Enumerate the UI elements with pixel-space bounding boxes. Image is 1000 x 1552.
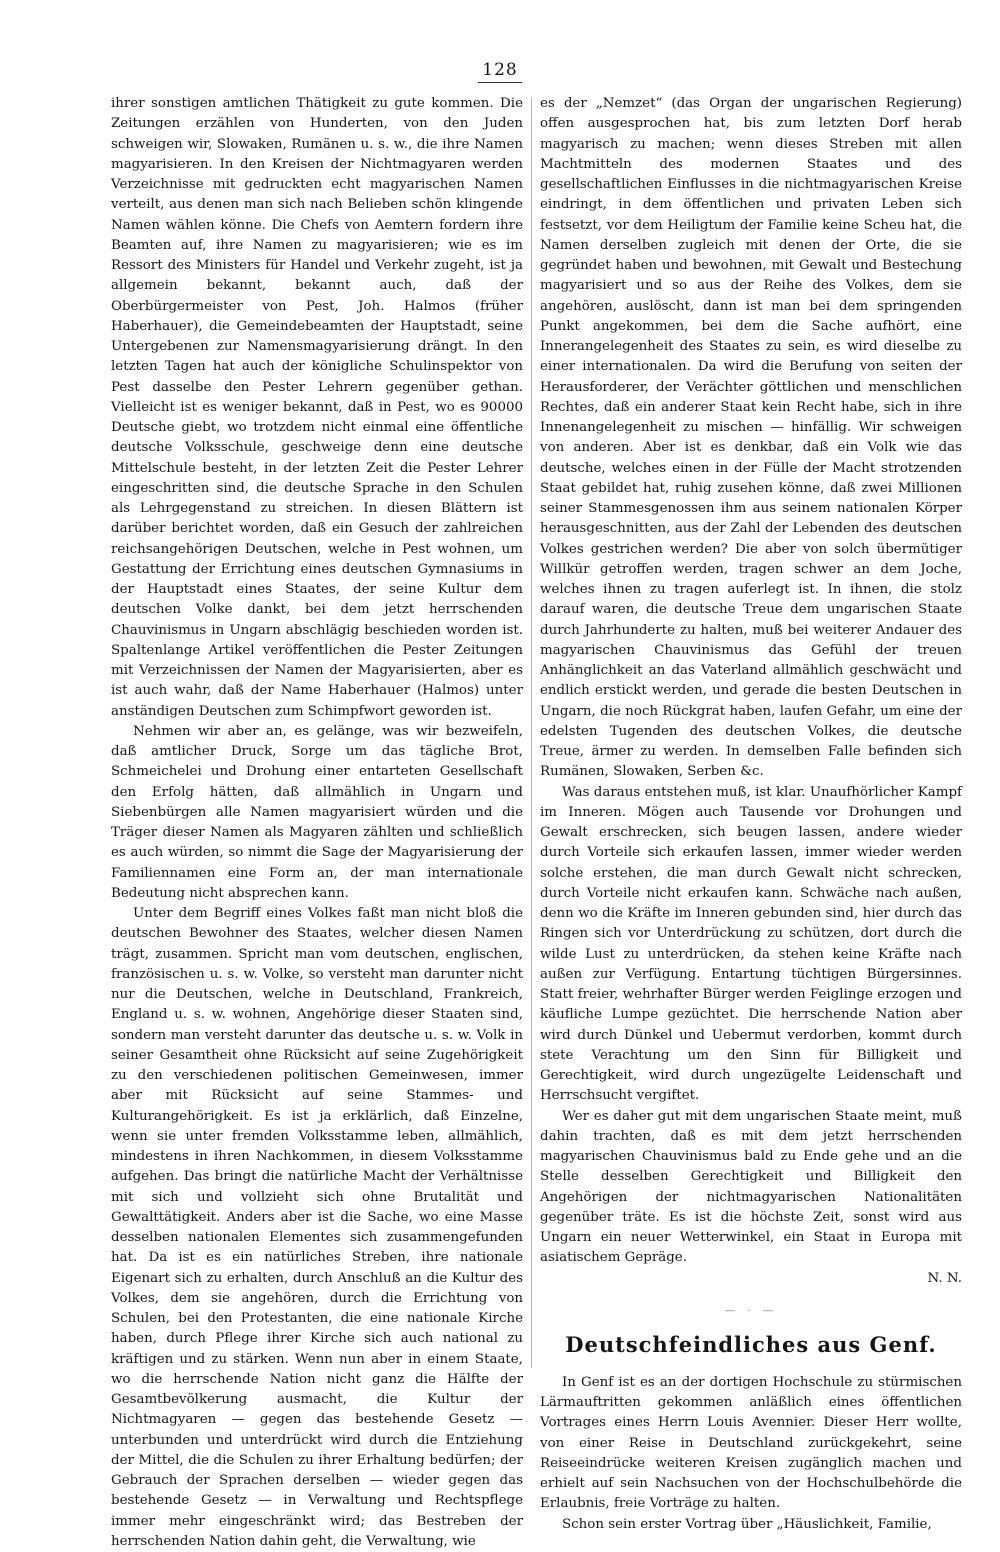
article2-paragraph-2: Schon sein erster Vortrag über „Häuslichkeit, Familie, (562, 1516, 932, 1532)
column-divider (531, 98, 532, 1368)
article-heading: Deutschfeindliches aus Genf. (565, 1331, 937, 1357)
page-number-text: 128 (482, 60, 518, 80)
left-paragraph-1: ihrer sonstigen amtlichen Thätigkeit zu gute kommen. Die Zeitungen erzählen von Hunderten, von den Juden schweigen wir, Slowaken, Rumänen u. s. w., die ihre Namen magyarisieren. In den Kreisen der Nichtmagyaren werden Verzeichnisse mit gedruckten echt magyarischen Namen verteilt, aus denen man sich nach Belieben schön klingende Namen wählen könne. Die Chefs von Aemtern fordern ihre Beamten auf, ihre Namen zu magyarisieren; wie es im Ressort des Ministers für Handel und Verkehr zugeht, ist ja allgemein bekannt, bekannt auch, daß der Oberbürgermeister von Pest, Joh. Halmos (früher Haberhauer), die Gemeindebeamten der Hauptstadt, seine Untergebenen zur Namensmagyarisierung drängt. In den letzten Tagen hat auch der königliche Schulinspektor von Pest dasselbe den Pester Lehrern gegenüber gethan. Vielleicht ist es weniger bekannt, daß in Pest, wo es 90000 Deutsche giebt, wo trotzdem nicht einmal eine öffentliche deutsche Volksschule, geschweige denn eine deutsche Mittelschule besteht, in der letzten Zeit die Pester Lehrer eingeschritten sind, die deutsche Sprache in den Schulen als Lehrgegenstand zu streichen. In diesen Blättern ist darüber berichtet worden, daß ein Gesuch der zahlreichen reichsangehörigen Deutschen, welche in Pest wohnen, um Gestattung der Errichtung eines deutschen Gymnasiums in der Hauptstadt eines Staates, der seine Kultur dem deutschen Volke dankt, bei dem jetzt herrschenden Chauvinismus in Ungarn abschlägig beschieden worden ist. Spaltenlange Artikel veröffentlichen die Pester Zeitungen mit Verzeichnissen der Namen der Magyarisierten, aber es ist auch wahr, daß der Name Haberhauer (Halmos) unter anständigen Deutschen zum Schimpfwort geworden ist. (111, 96, 523, 719)
right-paragraph-3: Wer es daher gut mit dem ungarischen Staate meint, muß dahin trachten, daß es mit dem jetzt herrschenden magyarischen Chauvinismus bald zu Ende gehe und an die Stelle desselben Gerechtigkeit und Billigkeit den Angehörigen der nichtmagyarischen Nationalitäten gegenüber träte. Es ist die höchste Zeit, sonst wird aus Ungarn ein neuer Wetterwinkel, ein Staat in Europa mit asiatischem Gepräge. (540, 1108, 962, 1266)
right-paragraph-1: es der „Nemzet“ (das Organ der ungarischen Regierung) offen ausgesprochen hat, bis zum letzten Dorf herab magyarisch zu machen; wenn dieses Streben mit allen Machtmitteln des modernen Staates und des gesellschaftlichen Einflusses in die nichtmagyarischen Kreise eindringt, in dem öffentlichen und privaten Leben sich festsetzt, vor dem Heiligtum der Familie keine Scheu hat, die Namen derselben zugleich mit denen der Orte, die sie gegründet haben und bewohnen, mit Gewalt und Bestechung magyarisiert und so aus der Reihe des Volkes, dem sie angehören, auslöscht, dann ist man bei dem springenden Punkt angekommen, bei dem die Sache aufhört, eine Innerangelegenheit des Staates zu sein, es wird dieselbe zu einer internationalen. Da wird die Berufung von seiten der Herausforderer, der Verächter göttlichen und menschlichen Rechtes, daß ein anderer Staat kein Recht habe, sich in ihre Innenangelegenheit zu mischen — hinfällig. Wir schweigen von anderen. Aber ist es denkbar, daß ein Volk wie das deutsche, welches einen in der Fülle der Macht strotzenden Staat gebildet hat, ruhig zusehen könne, daß zwei Millionen seiner Stammesgenossen ihm aus seinem nationalen Körper herausgeschnitten, aus der Zahl der Lebenden des deutschen Volkes gestrichen werden? Die aber von solch übermütiger Willkür getroffen werden, tragen schwer an dem Joche, welches ihnen zu tragen auferlegt ist. In ihnen, die stolz darauf waren, die deutsche Treue dem ungarischen Staate durch Jahrhunderte zu halten, muß bei weiterer Andauer des magyarischen Chauvinismus das Gefühl der treuen Anhänglichkeit an das Vaterland allmählich geschwächt und endlich erstickt werden, und gerade die besten Deutschen in Ungarn, die noch Rückgrat haben, laufen Gefahr, um eine der edelsten Tugenden des deutschen Volkes, die deutsche Treue, ärmer zu werden. In demselben Falle befinden sich Rumänen, Slowaken, Serben &c. (540, 96, 962, 780)
right-paragraph-2: Was daraus entstehen muß, ist klar. Unaufhörlicher Kampf im Inneren. Mögen auch Tausende vor Drohungen und Gewalt erschrecken, sich beugen lassen, andere wieder durch Vorteile sich erkaufen lassen, immer wieder werden solche erstehen, die man durch Gewalt nicht schrecken, durch Vorteile nicht erkaufen kann. Schwäche nach außen, denn wo die Kräfte im Inneren gebunden sind, hier durch das Ringen sich vor Unterdrückung zu schützen, dort durch die wilde Lust zu unterdrücken, da stehen keine Kräfte nach außen zur Verfügung. Entartung tüchtigen Bürgersinnes. Statt freier, wehrhafter Bürger werden Feiglinge erzogen und käufliche Lumpe gezüchtet. Die herrschende Nation aber wird durch Dünkel und Uebermut verdorben, kommt durch stete Verachtung um den Sinn für Billigkeit und Gerechtigkeit, wird durch ungezügelte Leidenschaft und Herrschsucht vergiftet. (540, 784, 962, 1104)
article-separator: — · — (724, 1303, 778, 1317)
right-column (540, 94, 962, 1532)
left-paragraph-3: Unter dem Begriff eines Volkes faßt man nicht bloß die deutschen Bewohner des Staates, welcher diesen Namen trägt, zusammen. Spricht man vom deutschen, englischen, französischen u. s. w. Volke, so versteht man darunter nicht nur die Deutschen, welche in Deutschland, Frankreich, England u. s. w. wohnen, Angehörige dieser Staaten sind, sondern man versteht darunter das deutsche u. s. w. Volk in seiner Gesamtheit ohne Rücksicht auf seine Zugehörigkeit zu den verschiedenen politischen Gemeinwesen, immer aber mit Rücksicht auf seine Stammes- und Kulturangehörigkeit. Es ist ja erklärlich, daß Einzelne, wenn sie unter fremden Volksstamme leben, allmählich, mindestens in ihren Nachkommen, in diesem Volksstamme aufgehen. Das bringt die natürliche Macht der Verhältnisse mit sich und vollzieht sich ohne Brutalität und Gewalttätigkeit. Anders aber ist die Sache, wo eine Masse desselben nationalen Elementes sich zusammengefunden hat. Da ist es ein natürliches Streben, ihre nationale Eigenart sich zu erhalten, durch Anschluß an die Kultur des Volkes, dem sie angehören, durch die Errichtung von Schulen, bei den Protestanten, die eine nationale Kirche haben, durch Pflege ihrer Kirche sich auch national zu kräftigen und zu stärken. Wenn nun aber in einem Staate, wo die herrschende Nation nicht ganz die Hälfte der Gesamtbevölkerung ausmacht, die Kultur der Nichtmagyaren — gegen das bestehende Gesetz — unterbunden und unterdrückt wird durch die Entziehung der Mittel, die die Schulen zu ihrer Erhaltung bedürfen; der Gebrauch der Sprachen derselben — wieder gegen das bestehende Gesetz — in Verwaltung und Rechtspflege immer mehr eingeschränkt wird; das Bestreben der herrschenden Nation dahin geht, die Verwaltung, wie (111, 906, 523, 1549)
left-paragraph-2: Nehmen wir aber an, es gelänge, was wir bezweifeln, daß amtlicher Druck, Sorge um das tägliche Brot, Schmeichelei und Drohung einer entarteten Gesellschaft den Erfolg hätten, daß allmählich in Ungarn und Siebenbürgen alle Namen magyarisiert würden und die Träger dieser Namen als Magyaren zählten und schließlich es auch würden, so nimmt die Sage der Magyarisierung der Familiennamen eine Form an, der man internationale Bedeutung nicht absprechen kann. (111, 723, 523, 901)
article2-paragraph-1: In Genf ist es an der dortigen Hochschule zu stürmischen Lärmauftritten gekommen anläßlich eines öffentlichen Vortrages eines Herrn Louis Avennier. Dieser Herr wollte, von einer Reise in Deutschland zurückgekehrt, seine Reiseeindrücke weiteren Kreisen zugänglich machen und erhielt auf sein Nachsuchen von der Hochschulbehörde die Erlaubnis, freie Vorträge zu halten. (540, 1374, 962, 1512)
left-column (111, 94, 523, 1549)
author-signature: N. N. (927, 1270, 962, 1286)
page-number (0, 60, 1000, 83)
page-number-rule (478, 82, 522, 83)
